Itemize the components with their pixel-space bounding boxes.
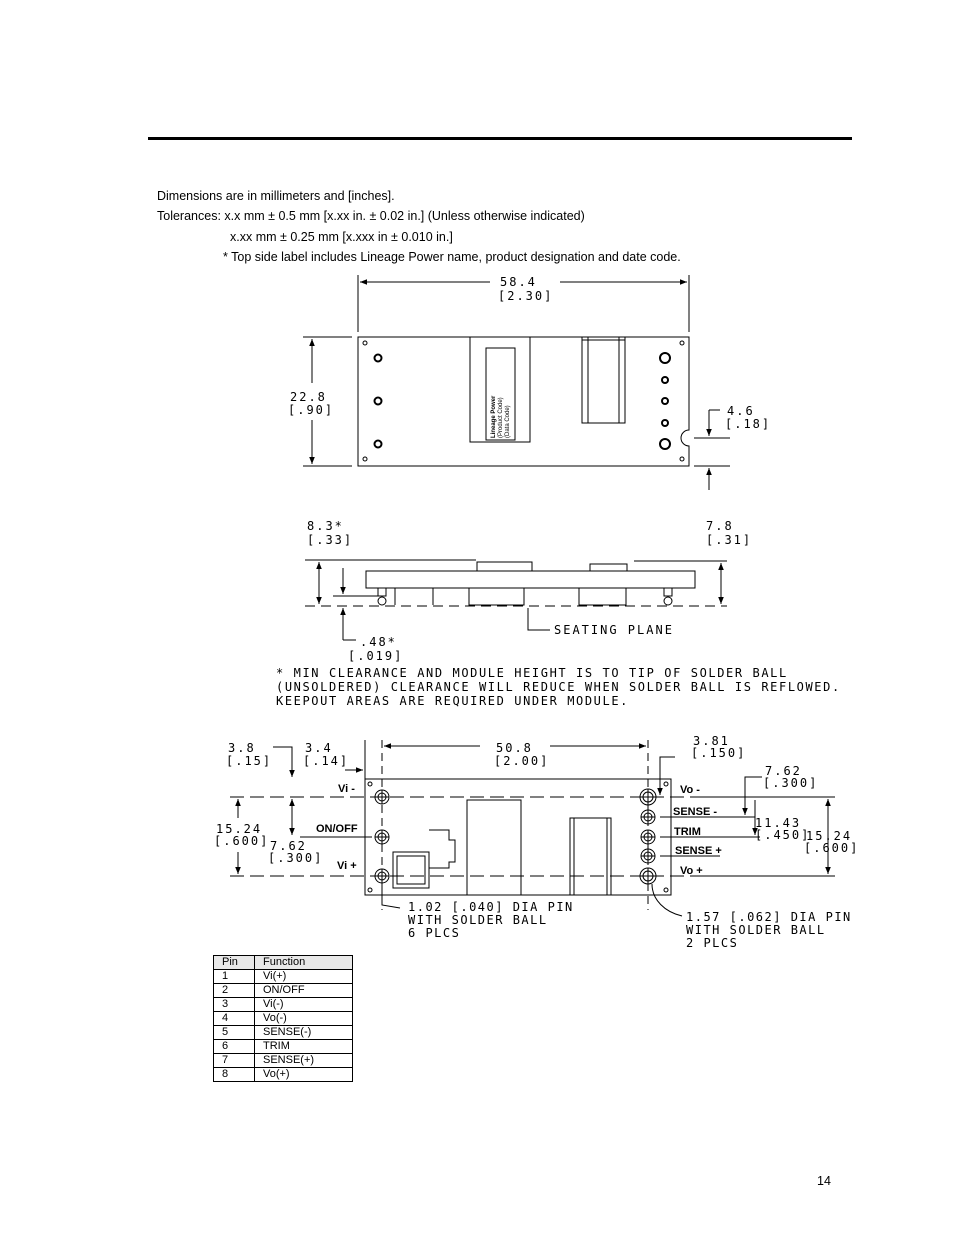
top-width-in: [2.30]: [498, 289, 554, 303]
function-cell: SENSE(-): [255, 1026, 353, 1040]
svg-text:Lineage Power: Lineage Power: [491, 395, 497, 438]
pin-label-vi-plus: Vi +: [337, 860, 357, 872]
table-row: [214, 998, 353, 1012]
notch-mm: 4.6: [727, 404, 755, 418]
table-row: [214, 1054, 353, 1068]
pin-cell: 7: [214, 1054, 255, 1068]
table-row: [214, 984, 353, 998]
page-number: 14: [817, 1174, 831, 1188]
pin-label-sense-minus: SENSE -: [673, 806, 718, 818]
header-pin: Pin: [214, 956, 255, 970]
side-height-left-in: [.33]: [307, 533, 354, 547]
pin-label-vo-minus: Vo -: [680, 784, 700, 796]
module-label: [491, 395, 511, 438]
pin-cell: 5: [214, 1026, 255, 1040]
dim-7-62-right-in: [.300]: [763, 776, 819, 790]
table-row: [214, 1026, 353, 1040]
dim-3-8-mm: 3.8: [228, 741, 256, 755]
pin-cell: 3: [214, 998, 255, 1012]
svg-text:(Data Code): (Data Code): [505, 405, 511, 438]
dim-7-62-right-mm: 7.62: [765, 764, 802, 778]
callout-large-pin-2: WITH SOLDER BALL: [686, 923, 826, 937]
pin-label-vi-minus: Vi -: [338, 783, 355, 795]
header-function: Function: [255, 956, 353, 970]
table-row: [214, 1068, 353, 1082]
dim-15-24-right-in: [.600]: [804, 841, 860, 855]
tolerance-note-2: x.xx mm ± 0.25 mm [x.xxx in ± 0.010 in.]: [230, 230, 453, 244]
function-cell: Vi(-): [255, 998, 353, 1012]
footnote-line-3: KEEPOUT AREAS ARE REQUIRED UNDER MODULE.: [276, 694, 629, 708]
callout-small-pin-2: WITH SOLDER BALL: [408, 913, 548, 927]
function-cell: SENSE(+): [255, 1054, 353, 1068]
dim-15-24-right-mm: 15.24: [806, 829, 853, 843]
top-width-mm: 58.4: [500, 275, 537, 289]
table-header-row: [214, 956, 353, 970]
svg-text:(Product Code): (Product Code): [498, 397, 504, 438]
footnote-line-1: * MIN CLEARANCE AND MODULE HEIGHT IS TO TIP OF SOLDER BALL: [276, 666, 788, 680]
dim-3-81-mm: 3.81: [693, 734, 730, 748]
callout-small-pin-3: 6 PLCS: [408, 926, 461, 940]
clearance-in: [.019]: [348, 649, 404, 663]
pin-cell: 1: [214, 970, 255, 984]
dim-3-8-in: [.15]: [226, 754, 273, 768]
function-cell: Vi(+): [255, 970, 353, 984]
side-height-right-in: [.31]: [706, 533, 753, 547]
tolerance-note: Tolerances: x.x mm ± 0.5 mm [x.xx in. ± 0.02 in.] (Unless otherwise indicated): [157, 209, 585, 223]
side-height-right-mm: 7.8: [706, 519, 734, 533]
pin-cell: 6: [214, 1040, 255, 1054]
function-cell: Vo(-): [255, 1012, 353, 1026]
clearance-mm: .48*: [360, 635, 397, 649]
table-row: [214, 1040, 353, 1054]
side-height-left-mm: 8.3*: [307, 519, 344, 533]
function-cell: ON/OFF: [255, 984, 353, 998]
pin-label-trim: TRIM: [674, 826, 701, 838]
pin-cell: 8: [214, 1068, 255, 1082]
pin-label-onoff: ON/OFF: [316, 823, 358, 835]
top-height-in: [.90]: [288, 403, 335, 417]
function-cell: TRIM: [255, 1040, 353, 1054]
dim-50-8-mm: 50.8: [496, 741, 533, 755]
dim-11-43-in: [.450]: [755, 828, 811, 842]
table-row: [214, 970, 353, 984]
pin-function-table: [213, 955, 353, 1082]
top-height-mm: 22.8: [290, 390, 327, 404]
pin-cell: 4: [214, 1012, 255, 1026]
table-row: [214, 1012, 353, 1026]
dim-15-24-left-in: [.600]: [214, 834, 270, 848]
dim-7-62-left-mm: 7.62: [270, 839, 307, 853]
label-note: * Top side label includes Lineage Power name, product designation and date code.: [223, 250, 681, 264]
dim-11-43-mm: 11.43: [755, 816, 802, 830]
footnote-line-2: (UNSOLDERED) CLEARANCE WILL REDUCE WHEN SOLDER BALL IS REFLOWED.: [276, 680, 841, 694]
dim-3-4-in: [.14]: [303, 754, 350, 768]
seating-plane-label: SEATING PLANE: [554, 623, 674, 637]
top-view: [303, 275, 730, 490]
dim-3-4-mm: 3.4: [305, 741, 333, 755]
pin-label-sense-plus: SENSE +: [675, 845, 722, 857]
dim-50-8-in: [2.00]: [494, 754, 550, 768]
notch-in: [.18]: [725, 417, 772, 431]
function-cell: Vo(+): [255, 1068, 353, 1082]
pin-label-vo-plus: Vo +: [680, 865, 703, 877]
dim-7-62-left-in: [.300]: [268, 851, 324, 865]
pin-cell: 2: [214, 984, 255, 998]
callout-large-pin-1: 1.57 [.062] DIA PIN: [686, 910, 852, 924]
dimensions-note: Dimensions are in millimeters and [inches].: [157, 189, 395, 203]
dim-3-81-in: [.150]: [691, 746, 747, 760]
callout-small-pin-1: 1.02 [.040] DIA PIN: [408, 900, 574, 914]
dim-15-24-left-mm: 15.24: [216, 822, 263, 836]
callout-large-pin-3: 2 PLCS: [686, 936, 739, 950]
